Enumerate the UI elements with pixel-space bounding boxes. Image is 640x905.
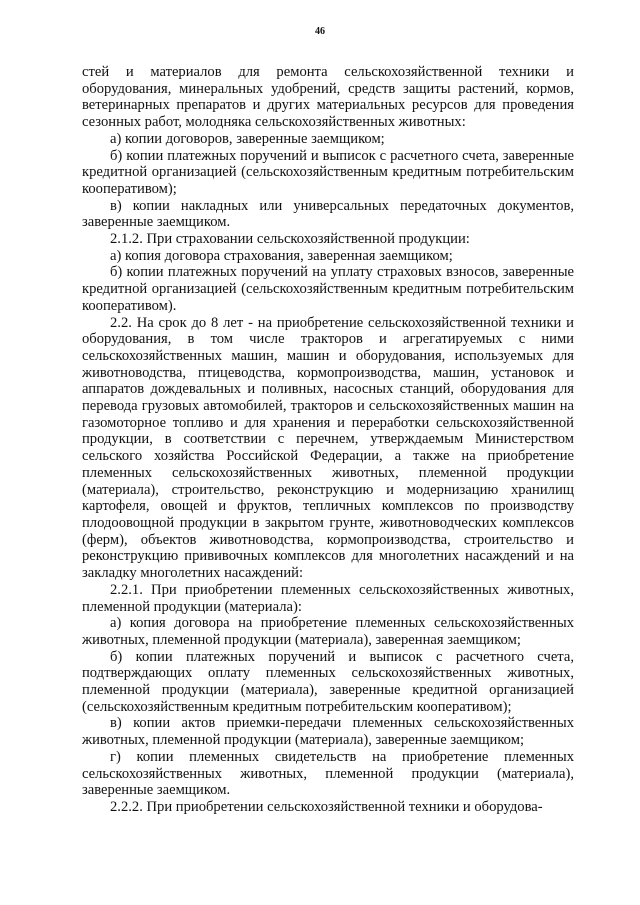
list-item-c: в) копии актов приемки-передачи племенных сельскохозяйственных животных, племенной продукции (материала), заверенные заемщиком; [82, 715, 574, 749]
list-item-a: а) копия договора на приобретение племенных сельскохозяйственных животных, племенной продукции (материала), заверенная заемщиком; [82, 615, 574, 648]
paragraph-continuation: стей и материалов для ремонта сельскохозяйственной техники и оборудования, минеральных удобрений, средств защиты растений, кормов, ветеринарных препаратов и других материальных ресурсов для проведения сезонных работ, молодняка сельскохозяйственных животных: [82, 64, 574, 131]
list-item-a: а) копия договора страхования, заверенная заемщиком; [110, 247, 453, 264]
list-item-b: б) копии платежных поручений и выписок с расчетного счета, подтверждающих оплату племенных сельскохозяйственных животных, племенной продукции (материала), заверенные кредитной организацией (сельскохозяйственным кредитным потребительским кооперативом); [82, 648, 574, 715]
list-item-c: в) копии накладных или универсальных передаточных документов, заверенные заемщиком. [82, 197, 574, 231]
section-2-1-2: 2.1.2. При страховании сельскохозяйственной продукции: [110, 231, 470, 248]
list-item-b: б) копии платежных поручений на уплату страховых взносов, заверенные кредитной организацией (сельскохозяйственным кредитным потребительским кооперативом). [82, 264, 574, 314]
section-2-2-1: 2.2.1. При приобретении племенных сельскохозяйственных животных, племенной продукции (материала): [82, 581, 574, 615]
section-2-2-2: 2.2.2. При приобретении сельскохозяйственной техники и оборудова- [110, 798, 543, 815]
list-item-d: г) копии племенных свидетельств на приобретение племенных сельскохозяйственных животных, племенной продукции (материала), заверенные заемщиком. [82, 748, 574, 799]
list-item-b: б) копии платежных поручений и выписок с расчетного счета, заверенные кредитной организацией (сельскохозяйственным кредитным потребительским кооперативом); [82, 147, 574, 197]
document-body [82, 64, 574, 816]
section-2-2: 2.2. На срок до 8 лет - на приобретение сельскохозяйственной техники и оборудования, в том числе тракторов и агрегатируемых с ними сельскохозяйственных машин, машин и оборудования, используемых для животноводства, птицеводства, кормопроизводства, машин, установок и аппаратов дождевальных и поливных, насосных станций, оборудования для перевода грузовых автомобилей, тракторов и сельскохозяйственных машин на газомоторное топливо и для хранения и переработки сельскохозяйственной продукции, в соответствии с перечнем, утверждаемым Министерством сельского хозяйства Российской Федерации, а также на приобретение племенных сельскохозяйственных животных, племенной продукции (материала), строительство, реконструкцию и модернизацию хранилищ картофеля, овощей и фруктов, тепличных комплексов по производству плодоовощной продукции в закрытом грунте, животноводческих комплексов (ферм), объектов животноводства, кормопроизводства, строительство и реконструкцию прививочных комплексов для многолетних насаждений и на закладку многолетних насаждений: [82, 314, 574, 582]
page-number: 46 [315, 26, 325, 37]
list-item-a: а) копии договоров, заверенные заемщиком; [110, 130, 385, 147]
